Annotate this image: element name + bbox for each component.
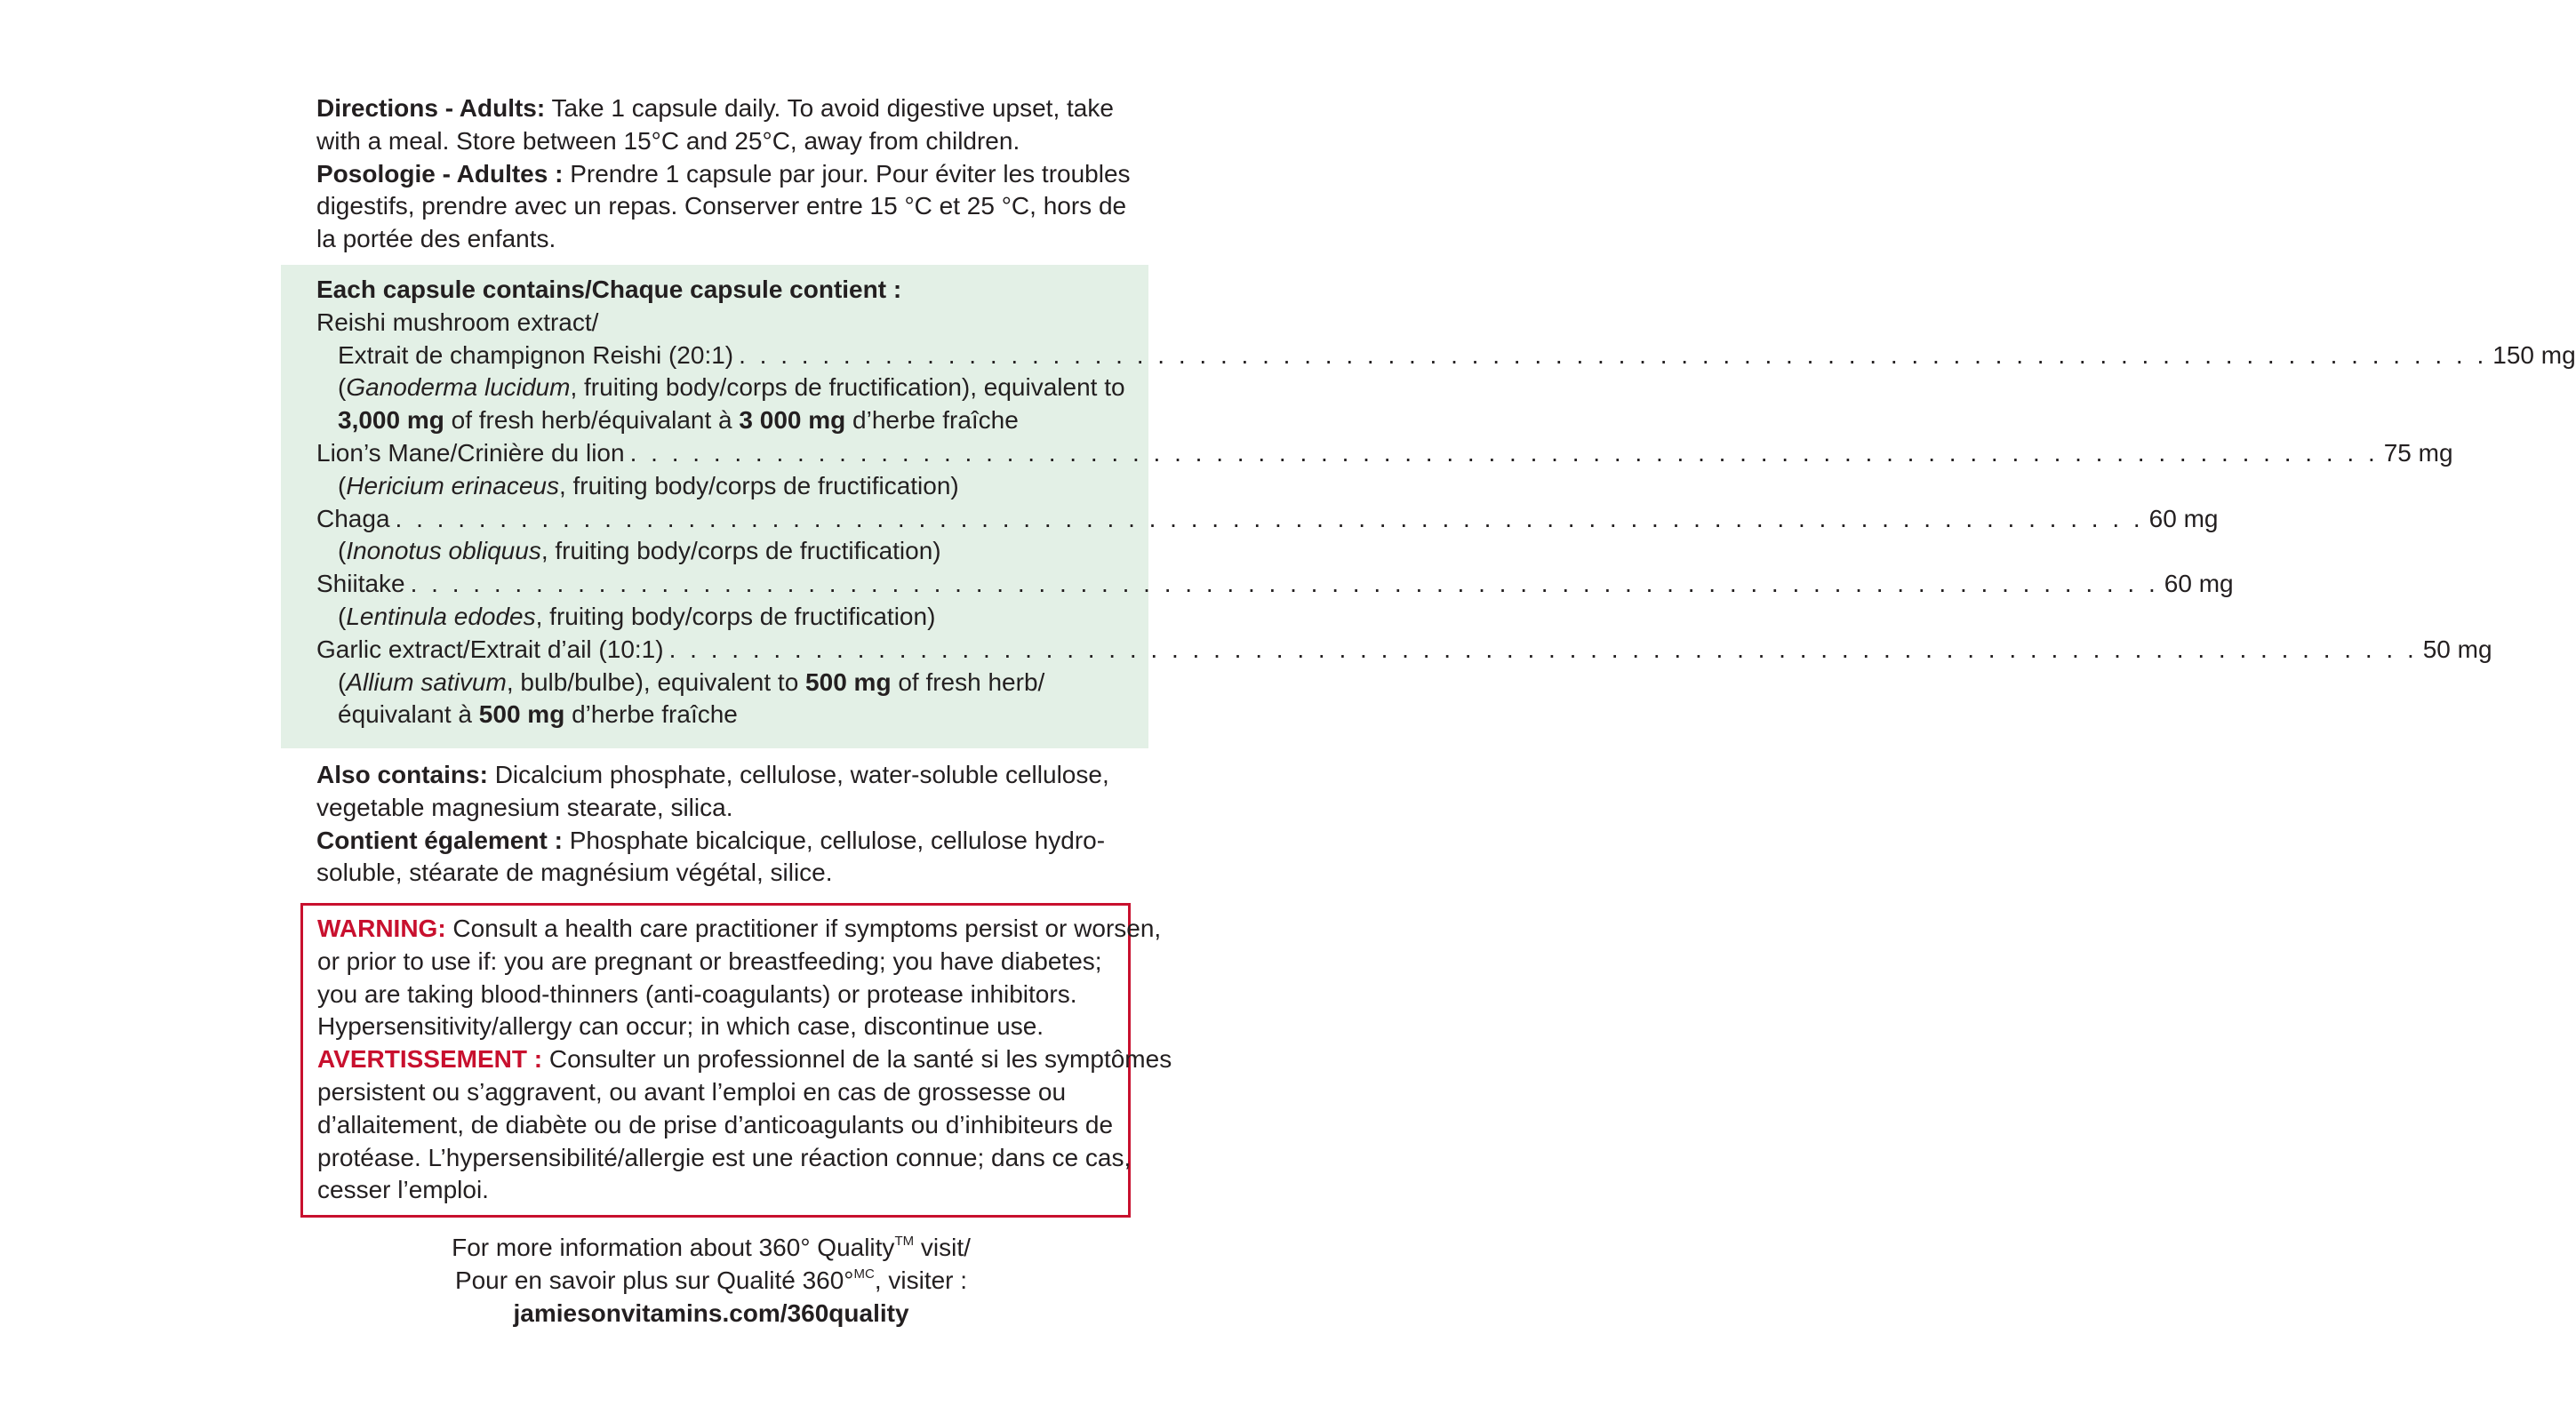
lions-mane-row — [316, 437, 2453, 470]
also-en-line-1: Also contains: Dicalcium phosphate, cellulose, water-soluble cellulose, — [316, 761, 1109, 788]
shiitake-name: Shiitake — [316, 570, 405, 598]
warning-fr-line-2: persistent ou s’aggravent, ou avant l’emploi en cas de grossesse ou — [317, 1077, 1067, 1106]
ingredients-heading: Each capsule contains/Chaque capsule contient : — [316, 276, 902, 303]
lions-mane-amount: 75 mg — [2383, 438, 2453, 467]
warning-fr-line-3: d’allaitement, de diabète ou de prise d’anticoagulants ou d’inhibiteurs de — [317, 1110, 1114, 1138]
directions-fr-line-2: digestifs, prendre avec un repas. Conserver entre 15 °C et 25 °C, hors de — [316, 192, 1127, 220]
quality-footer — [267, 1232, 1156, 1330]
directions-fr-heading: Posologie - Adultes : — [316, 159, 564, 188]
warning-fr-line-5: cesser l’emploi. — [317, 1176, 489, 1204]
also-en-line-2: vegetable magnesium stearate, silica. — [316, 793, 733, 821]
reishi-name-line-1: Reishi mushroom extract/ — [316, 308, 599, 336]
warning-en-line-1: WARNING: Consult a health care practitioner if symptoms persist or worsen, — [317, 915, 1162, 942]
lions-mane-name: Lion’s Mane/Crinière du lion — [316, 438, 625, 467]
chaga-source: (Inonotus obliquus, fruiting body/corps de fructification) — [338, 537, 941, 565]
garlic-leader-dots: . . . . . . . . . . . . . . . . . . . . . . . . . . . . . . . . . . . . . . . . . . . . . . . . . . . . . . . . . . . . . . . . . . . . . . . . . . . . . . . . . . . . — [668, 635, 2418, 663]
directions-en-line-2: with a meal. Store between 15°C and 25°C, away from children. — [316, 126, 1020, 155]
marque-de-commerce-mark: MC — [853, 1266, 875, 1282]
lions-mane-source: (Hericium erinaceus, fruiting body/corps de fructification) — [338, 471, 959, 499]
reishi-leader-dots: . . . . . . . . . . . . . . . . . . . . . . . . . . . . . . . . . . . . . . . . . . . . . . . . . . . . . . . . . . . . . . . . . . . . . . . . . . . . . . . . . . . . — [739, 340, 2488, 369]
shiitake-source: (Lentinula edodes, fruiting body/corps de fructification) — [338, 602, 936, 630]
warning-en-heading: WARNING: — [317, 915, 446, 942]
garlic-equivalent: équivalant à 500 mg d’herbe fraîche — [338, 700, 738, 729]
ingredients-panel — [281, 265, 2576, 748]
also-fr-heading: Contient également : — [316, 826, 563, 854]
reishi-row — [316, 340, 2576, 372]
garlic-source: (Allium sativum, bulb/bulbe), equivalent to 500 mg of fresh herb/ — [338, 667, 1045, 696]
chaga-row — [316, 503, 2219, 536]
shiitake-row — [316, 568, 2234, 601]
garlic-amount: 50 mg — [2422, 635, 2492, 663]
warning-en-line-4: Hypersensitivity/allergy can occur; in which case, discontinue use. — [317, 1012, 1044, 1041]
chaga-amount: 60 mg — [2148, 504, 2219, 532]
warning-fr-line-4: protéase. L’hypersensibilité/allergie est une réaction connue; dans ce cas, — [317, 1143, 1132, 1171]
reishi-source: (Ganoderma lucidum, fruiting body/corps de fructification), equivalent to — [338, 373, 1125, 402]
directions-fr-line-1: Posologie - Adultes : Prendre 1 capsule par jour. Pour éviter les troubles — [316, 159, 1131, 188]
directions-en-heading: Directions - Adults: — [316, 94, 546, 122]
footer-fr-line: Pour en savoir plus sur Qualité 360°$^{MC}$, visiter : — [454, 1266, 968, 1294]
also-fr-line-2: soluble, stéarate de magnésium végétal, silice. — [316, 859, 833, 887]
non-medicinal-ingredients — [316, 759, 1134, 890]
warning-en-line-2: or prior to use if: you are pregnant or breastfeeding; you have diabetes; — [317, 947, 1102, 975]
reishi-equivalent: 3,000 mg of fresh herb/équivalant à 3 000 mg d’herbe fraîche — [338, 406, 1019, 435]
footer-en-line: For more information about 360° Quality™ visit/ — [452, 1234, 971, 1261]
warning-fr-line-1: AVERTISSEMENT : Consulter un professionnel de la santé si les symptômes — [317, 1045, 1172, 1074]
reishi-amount: 150 mg — [2492, 340, 2576, 369]
also-en-heading: Also contains: — [316, 761, 488, 788]
directions-section — [316, 92, 1134, 256]
lions-mane-leader-dots: . . . . . . . . . . . . . . . . . . . . . . . . . . . . . . . . . . . . . . . . . . . . . . . . . . . . . . . . . . . . . . . . . . . . . . . . . . . . . . . . . . . . — [629, 438, 2379, 467]
directions-en-line-1: Directions - Adults: Take 1 capsule daily. To avoid digestive upset, take — [316, 94, 1114, 122]
directions-fr-line-3: la portée des enfants. — [316, 225, 556, 253]
warning-box — [300, 903, 1172, 1218]
chaga-name: Chaga — [316, 504, 390, 532]
garlic-row — [316, 634, 2492, 667]
shiitake-amount: 60 mg — [2164, 570, 2234, 598]
warning-fr-heading: AVERTISSEMENT : — [317, 1045, 543, 1074]
shiitake-leader-dots: . . . . . . . . . . . . . . . . . . . . . . . . . . . . . . . . . . . . . . . . . . . . . . . . . . . . . . . . . . . . . . . . . . . . . . . . . . . . . . . . . . . . — [410, 570, 2159, 598]
trademark-mark: TM — [894, 1234, 915, 1249]
chaga-leader-dots: . . . . . . . . . . . . . . . . . . . . . . . . . . . . . . . . . . . . . . . . . . . . . . . . . . . . . . . . . . . . . . . . . . . . . . . . . . . . . . . . . . . . — [395, 504, 2144, 532]
reishi-name: Extrait de champignon Reishi (20:1) — [338, 340, 734, 369]
garlic-name: Garlic extract/Extrait d’ail (10:1) — [316, 635, 664, 663]
footer-url[interactable]: jamiesonvitamins.com/360quality — [513, 1298, 909, 1327]
also-fr-line-1: Contient également : Phosphate bicalcique, cellulose, cellulose hydro- — [316, 826, 1106, 854]
warning-en-line-3: you are taking blood-thinners (anti-coagulants) or protease inhibitors. — [317, 979, 1077, 1008]
